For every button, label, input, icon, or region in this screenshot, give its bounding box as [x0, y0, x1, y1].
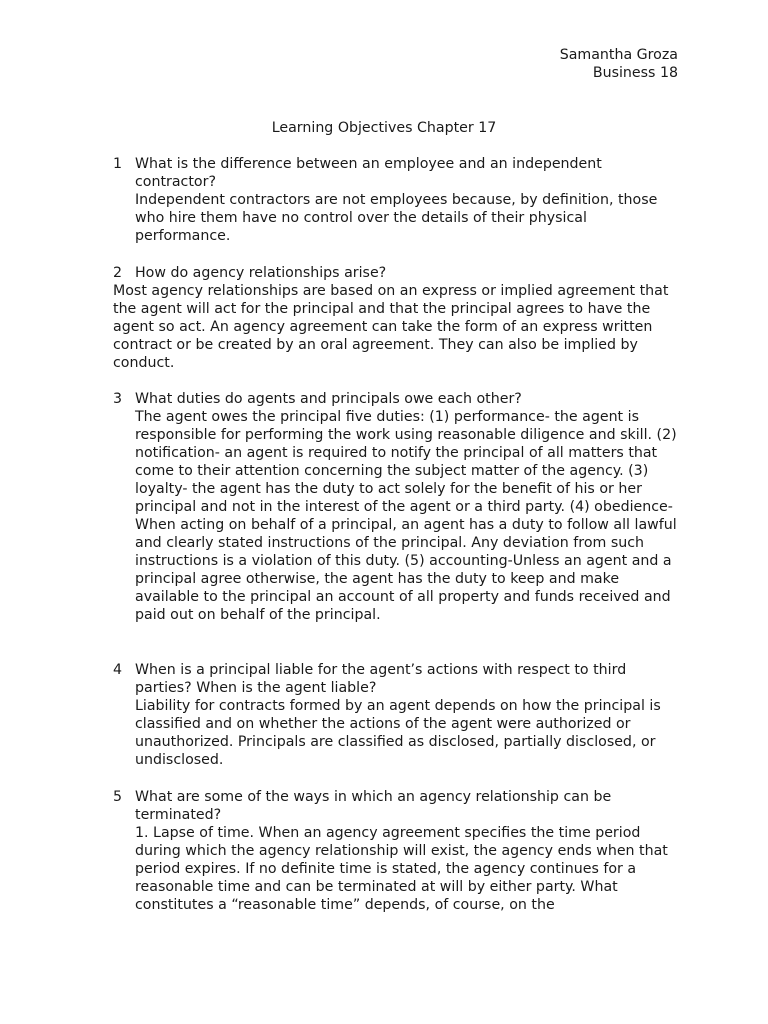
author-header	[560, 46, 678, 82]
list-item	[113, 264, 683, 372]
list-item	[113, 155, 683, 245]
answer-text: Independent contractors are not employees because, by definition, those who hire them have no control over the details of their physical performance.	[135, 192, 658, 244]
course-name: Business 18	[592, 65, 678, 81]
list-item	[113, 390, 683, 624]
answer-text: Most agency relationships are based on an express or implied agreement that the agent will act for the principal and that the principal agrees to have the agent so act. An agency agreement can take the form of an express written contract or be created by an oral agreement. They can also be implied by conduct.	[113, 283, 669, 371]
question-text: When is a principal liable for the agent’s actions with respect to third parties? When is the agent liable?	[135, 662, 627, 696]
item-number: 3	[113, 391, 123, 407]
item-number: 5	[113, 789, 123, 805]
item-number: 2	[113, 265, 123, 281]
document-title: Learning Objectives Chapter 17	[271, 120, 497, 136]
item-number: 1	[113, 156, 123, 172]
author-name: Samantha Groza	[559, 47, 678, 63]
question-text: What is the difference between an employee and an independent contractor?	[135, 156, 602, 190]
question-text: What duties do agents and principals owe each other?	[135, 391, 522, 407]
question-text: How do agency relationships arise?	[135, 265, 387, 281]
item-number: 4	[113, 662, 123, 678]
answer-text: The agent owes the principal five duties: (1) performance- the agent is responsible for performing the work using reasonable diligence and skill. (2) notification- an agent is required to notify the principal of all matters that come to their attention concerning the subject matter of the agency. (3) loyalty- the agent has the duty to act solely for the benefit of his or her principal and not in the interest of the agent or a third party. (4) obedience- When acting on behalf of a principal, an agent has a duty to follow all lawful and clearly stated instructions of the principal. Any deviation from such instructions is a violation of this duty. (5) accounting-Unless an agent and a principal agree otherwise, the agent has the duty to keep and make available to the principal an account of all property and funds received and paid out on behalf of the principal.	[135, 409, 677, 623]
answer-text: 1. Lapse of time. When an agency agreement specifies the time period during which the agency relationship will exist, the agency ends when that period expires. If no definite time is stated, the agency continues for a reasonable time and can be terminated at will by either party. What constitutes a “reasonable time” depends, of course, on the	[135, 825, 668, 913]
list-item	[113, 661, 683, 769]
list-item	[113, 788, 683, 914]
answer-text: Liability for contracts formed by an agent depends on how the principal is classified and on whether the actions of the agent were authorized or unauthorized. Principals are classified as disclosed, partially disclosed, or undisclosed.	[135, 698, 661, 768]
question-text: What are some of the ways in which an agency relationship can be terminated?	[135, 789, 612, 823]
